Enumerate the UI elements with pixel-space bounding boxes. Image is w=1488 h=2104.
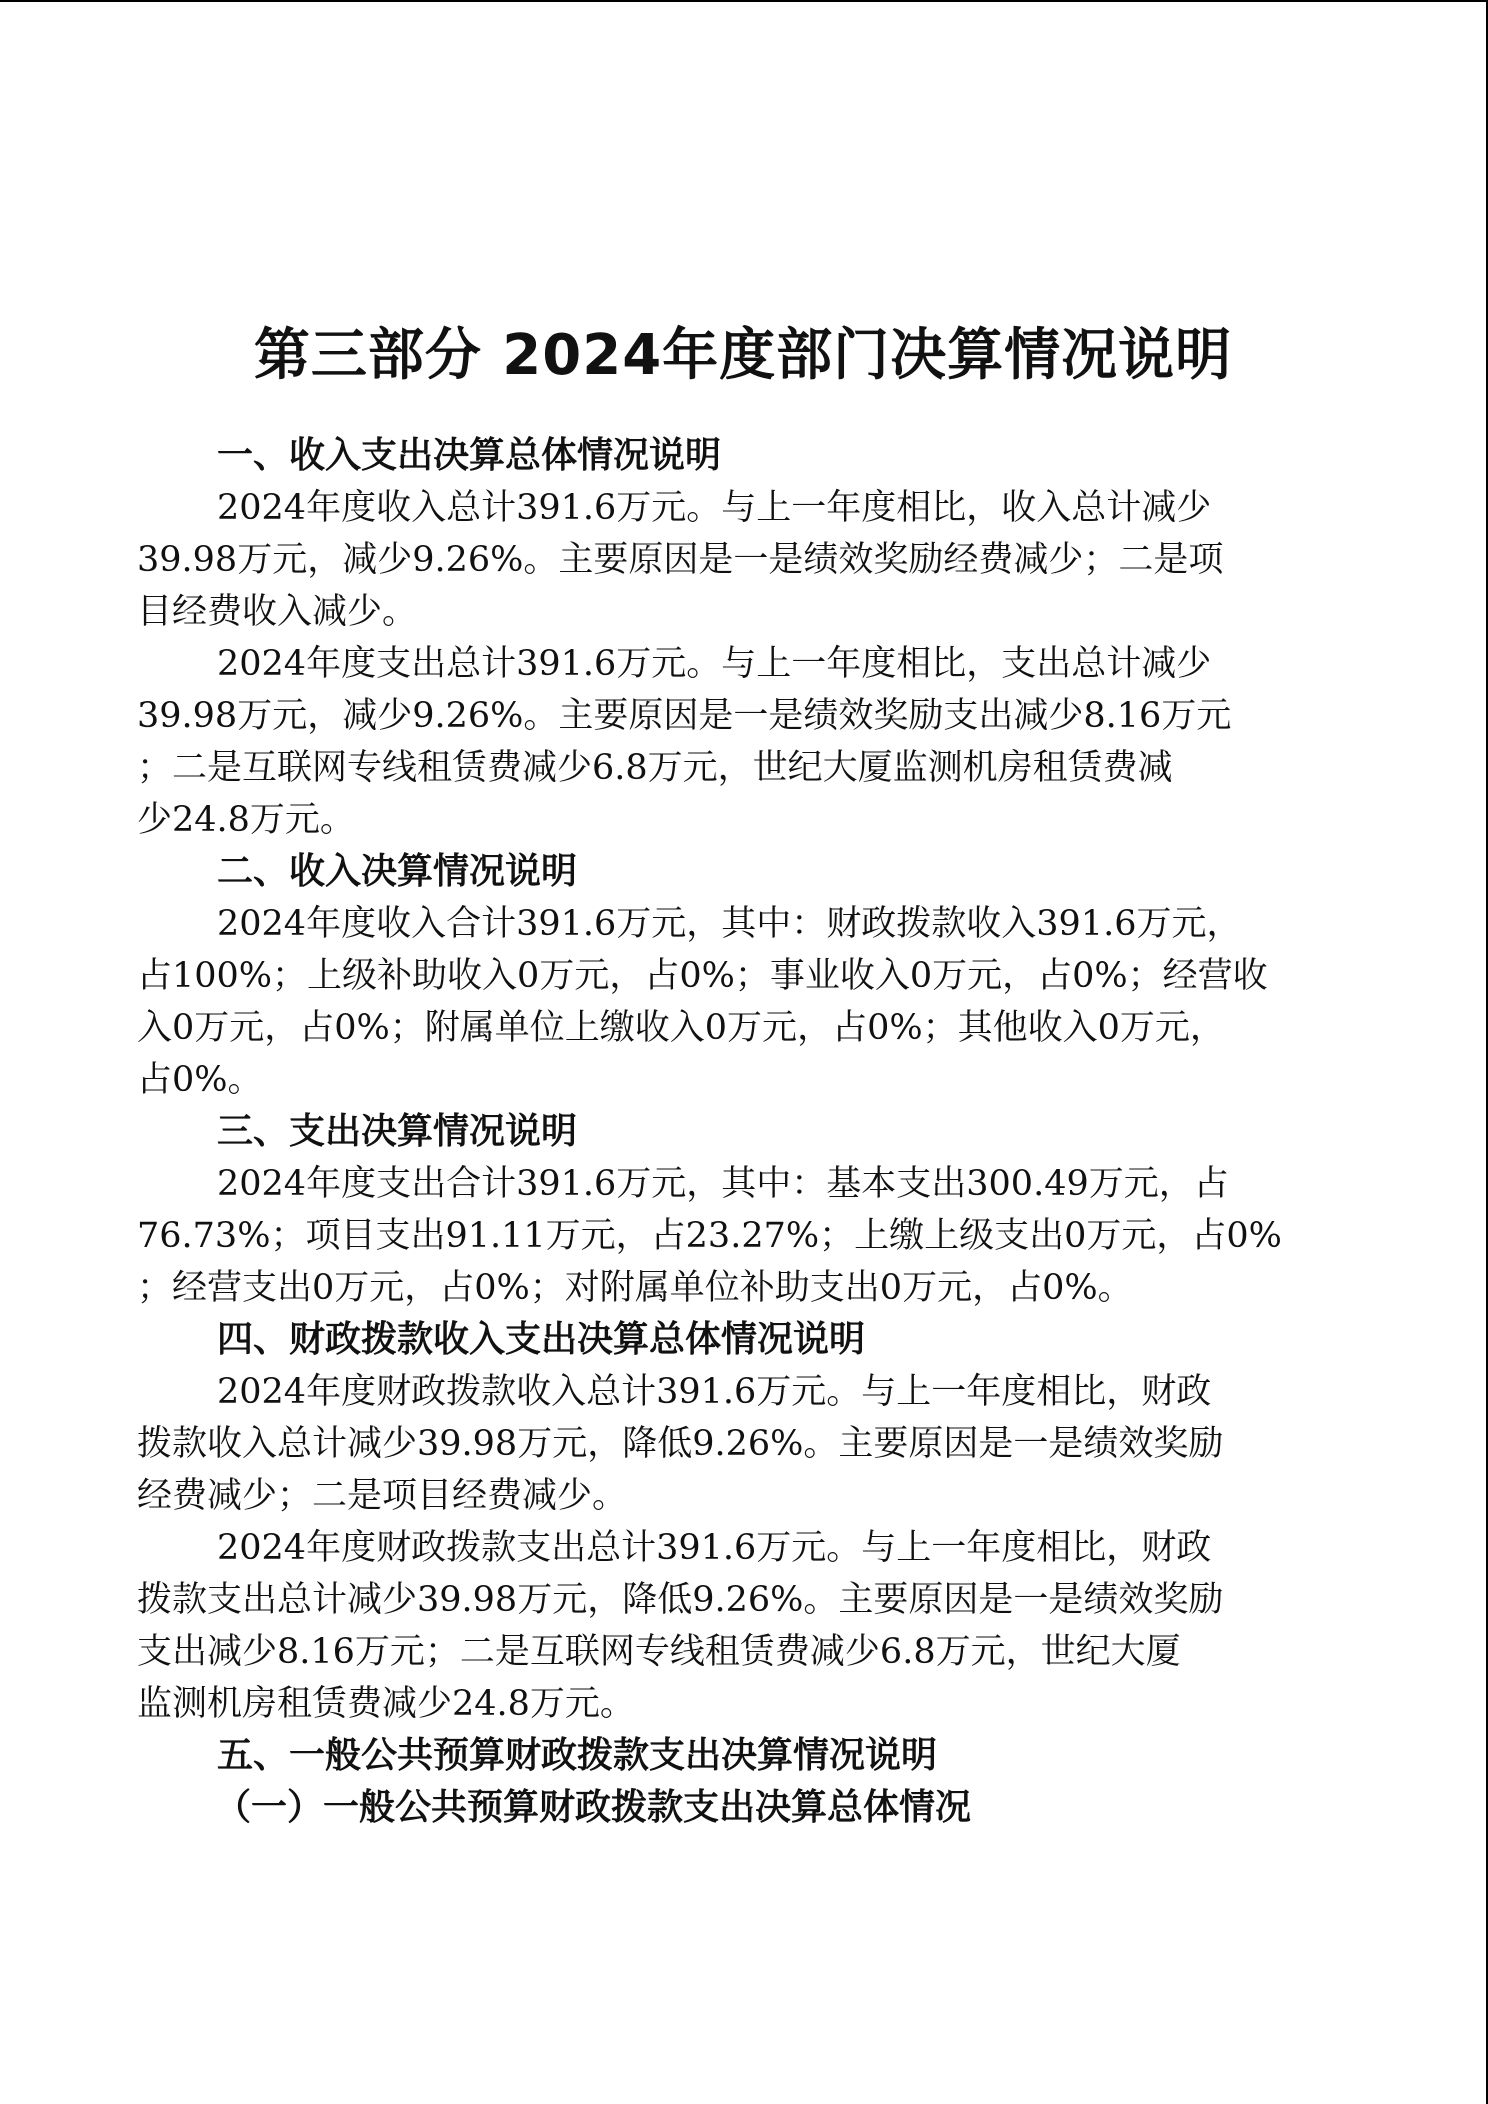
text-line: 2024年度支出合计391.6万元，其中：基本支出300.49万元，占 [217, 1164, 1229, 1204]
text-line: 目经费收入减少。 [137, 592, 418, 632]
text-line: 2024年度收入合计391.6万元，其中：财政拨款收入391.6万元， [217, 904, 1242, 944]
paragraph-expense-breakdown [137, 1158, 1337, 1314]
text-line: 拨款收入总计减少39.98万元，降低9.26%。主要原因是一是绩效奖励 [137, 1424, 1224, 1464]
paragraph-fiscal-income [137, 1366, 1337, 1522]
sub-heading-5-1: （一）一般公共预算财政拨款支出决算总体情况 [215, 1787, 972, 1828]
page-title: 第三部分 2024年度部门决算情况说明 [253, 323, 1233, 388]
text-line: 2024年度收入总计391.6万元。与上一年度相比，收入总计减少 [217, 488, 1212, 528]
text-line: 2024年度支出总计391.6万元。与上一年度相比，支出总计减少 [217, 644, 1212, 684]
text-line: 76.73%；项目支出91.11万元，占23.27%；上缴上级支出0万元，占0% [137, 1216, 1282, 1256]
section-heading-4: 四、财政拨款收入支出决算总体情况说明 [217, 1319, 866, 1360]
text-line: 2024年度财政拨款支出总计391.6万元。与上一年度相比，财政 [217, 1528, 1212, 1568]
text-line: 39.98万元，减少9.26%。主要原因是一是绩效奖励支出减少8.16万元 [137, 696, 1232, 736]
text-line: 2024年度财政拨款收入总计391.6万元。与上一年度相比，财政 [217, 1372, 1212, 1412]
paragraph-expense-total [137, 638, 1337, 846]
paragraph-fiscal-expense [137, 1522, 1337, 1730]
text-line: 39.98万元，减少9.26%。主要原因是一是绩效奖励经费减少；二是项 [137, 540, 1224, 580]
section-heading-1: 一、收入支出决算总体情况说明 [217, 435, 722, 476]
section-heading-3: 三、支出决算情况说明 [217, 1111, 578, 1152]
text-line: 经费减少；二是项目经费减少。 [137, 1476, 628, 1516]
text-line: 拨款支出总计减少39.98万元，降低9.26%。主要原因是一是绩效奖励 [137, 1580, 1224, 1620]
text-line: ；经营支出0万元，占0%；对附属单位补助支出0万元，占0%。 [137, 1268, 1133, 1308]
text-line: 支出减少8.16万元；二是互联网专线租赁费减少6.8万元，世纪大厦 [137, 1632, 1181, 1672]
paragraph-income-total [137, 482, 1337, 638]
paragraph-income-breakdown [137, 898, 1337, 1106]
document-body [137, 430, 1337, 1834]
text-line: 入0万元，占0%；附属单位上缴收入0万元，占0%；其他收入0万元， [137, 1008, 1225, 1048]
text-line: 占100%；上级补助收入0万元，占0%；事业收入0万元，占0%；经营收 [137, 956, 1268, 996]
text-line: 少24.8万元。 [137, 800, 355, 840]
section-heading-5: 五、一般公共预算财政拨款支出决算情况说明 [217, 1735, 938, 1776]
text-line: ；二是互联网专线租赁费减少6.8万元，世纪大厦监测机房租赁费减 [137, 748, 1173, 788]
text-line: 监测机房租赁费减少24.8万元。 [137, 1684, 635, 1724]
section-heading-2: 二、收入决算情况说明 [217, 851, 578, 892]
text-line: 占0%。 [137, 1060, 263, 1100]
